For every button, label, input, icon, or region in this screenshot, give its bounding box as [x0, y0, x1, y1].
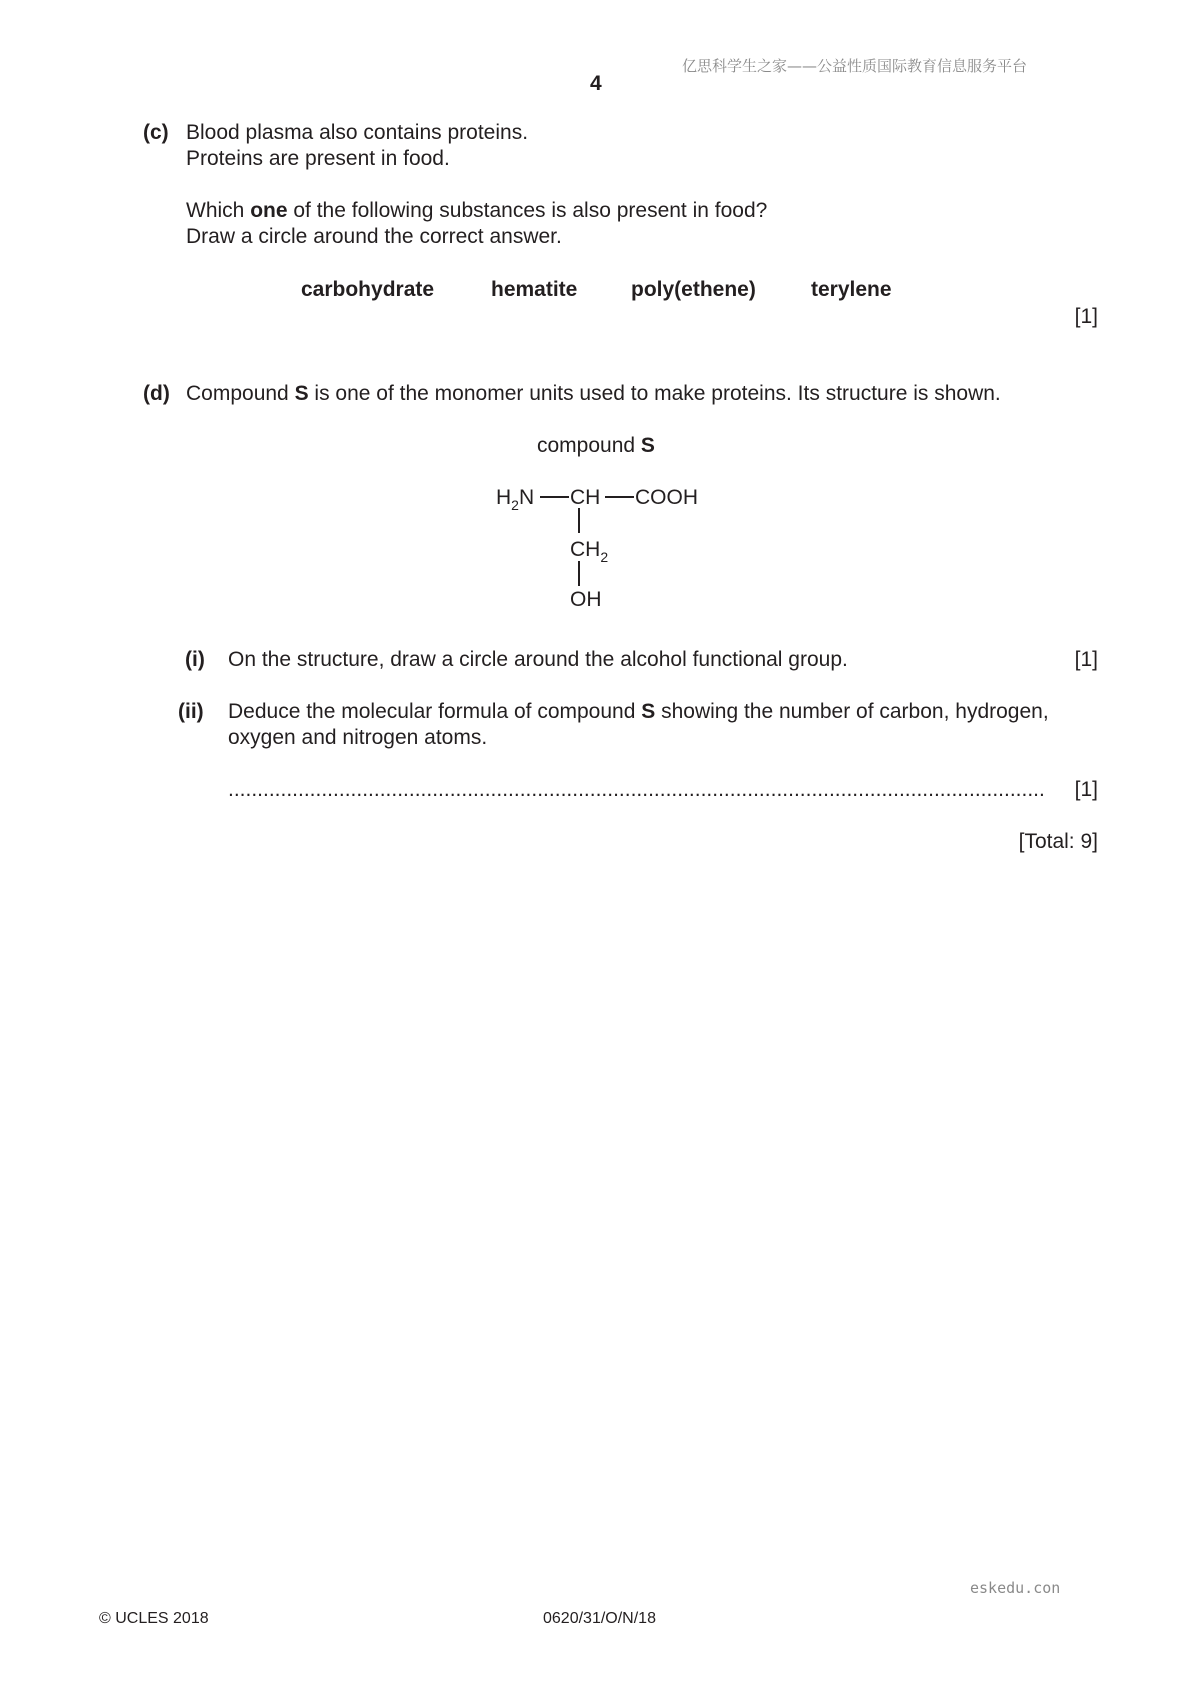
sub-i-text: On the structure, draw a circle around the alcohol functional group.	[228, 648, 848, 671]
option-hematite[interactable]: hematite	[491, 278, 578, 301]
part-c-question: Which one of the following substances is also present in food?	[186, 199, 768, 222]
option-terylene[interactable]: terylene	[811, 278, 892, 301]
structure-caption: compound S	[537, 434, 655, 457]
footer-watermark: eskedu.con	[970, 1579, 1061, 1597]
compound-s-structure[interactable]	[480, 425, 720, 615]
part-d-label: (d)	[143, 382, 170, 405]
part-d-intro: Compound S is one of the monomer units used to make proteins. Its structure is shown.	[186, 382, 1001, 405]
sub-i-label: (i)	[185, 648, 205, 671]
sub-ii-text: Deduce the molecular formula of compound S showing the number of carbon, hydrogen,	[228, 700, 1049, 723]
answer-line[interactable]: ............................................................................................................................................	[228, 778, 1045, 801]
header-watermark: 亿思科学生之家——公益性质国际教育信息服务平台	[682, 57, 1028, 75]
page-number: 4	[590, 72, 602, 95]
alcohol-group[interactable]: OH	[570, 588, 602, 611]
sub-ii-text-line2: oxygen and nitrogen atoms.	[228, 726, 488, 749]
paper-code: 0620/31/O/N/18	[543, 1610, 656, 1627]
ch-group: CH	[570, 486, 601, 509]
copyright: © UCLES 2018	[99, 1610, 209, 1627]
ch2-group: $CH_2$	[570, 538, 609, 565]
part-c-marks: [1]	[1074, 305, 1098, 328]
sub-ii-label: (ii)	[178, 700, 204, 723]
sub-i-marks: [1]	[1074, 648, 1098, 671]
option-poly-ethene[interactable]: poly(ethene)	[631, 278, 756, 301]
carboxyl-group: COOH	[635, 486, 698, 509]
amine-group: $H_2N$	[496, 486, 535, 513]
part-c-label: (c)	[143, 121, 169, 144]
option-carbohydrate[interactable]: carbohydrate	[301, 278, 435, 301]
total-marks: [Total: 9]	[1018, 830, 1098, 853]
part-c-line2: Proteins are present in food.	[186, 147, 450, 170]
part-c-instruction: Draw a circle around the correct answer.	[186, 225, 562, 248]
sub-ii-marks: [1]	[1074, 778, 1098, 801]
part-c-line1: Blood plasma also contains proteins.	[186, 121, 529, 144]
